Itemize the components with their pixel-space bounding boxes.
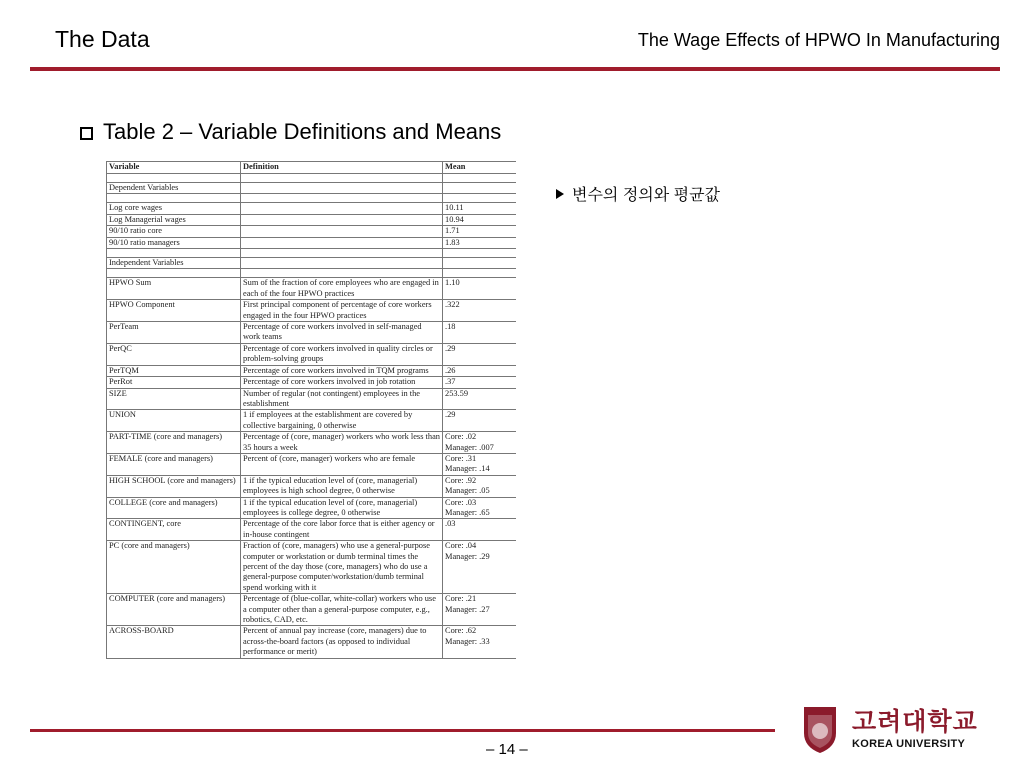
slide-heading-text: Table 2 – Variable Definitions and Means [103,119,502,144]
mean-cell: 253.59 [443,388,517,410]
table-row [107,203,517,214]
presentation-title: The Wage Effects of HPWO In Manufacturing [637,30,1000,50]
section-row-dependent [107,183,517,194]
spacer-row [107,269,517,278]
korean-note-text: 변수의 정의와 평균값 [572,187,720,204]
mean-cell: 1.71 [443,226,517,237]
mean-cell: 10.11 [443,203,517,214]
variable-cell: HPWO Component [107,300,241,322]
mean-cell: 10.94 [443,214,517,225]
table-row [107,475,517,497]
definition-cell: Percentage of (core, manager) workers who work less than 35 hours a week [241,432,443,454]
variable-cell: SIZE [107,388,241,410]
arrow-bullet-icon [556,189,564,199]
footer-divider [30,729,775,732]
variable-cell: COLLEGE (core and managers) [107,497,241,519]
definition-cell: Percentage of core workers involved in self-managed work teams [241,322,443,344]
column-header-variable: Variable [107,162,241,174]
variable-cell: HIGH SCHOOL (core and managers) [107,475,241,497]
column-header-mean: Mean [443,162,517,174]
definition-cell: First principal component of percentage of core workers engaged in the four HPWO practices [241,300,443,322]
mean-cell: .03 [443,519,517,541]
variable-cell: PART-TIME (core and managers) [107,432,241,454]
table-header-row [107,162,517,174]
definition-cell: Percent of annual pay increase (core, managers) due to across-the-board factors (as opposed to individual performance or merit) [241,626,443,658]
definition-cell: 1 if employees at the establishment are covered by collective bargaining, 0 otherwise [241,410,443,432]
mean-cell: 1.10 [443,278,517,300]
variable-cell: UNION [107,410,241,432]
section-title: The Data [55,26,150,52]
page-number: – 14 – [486,741,528,758]
definition-cell: Sum of the fraction of core employees who are engaged in each of the four HPWO practices [241,278,443,300]
mean-cell: 1.83 [443,237,517,248]
definition-cell [241,214,443,225]
table-row [107,497,517,519]
korean-note [556,182,720,205]
logo-korean-name: 고려대학교 [852,707,978,736]
table-row [107,377,517,388]
mean-cell: .26 [443,365,517,376]
mean-cell: Core: .31 Manager: .14 [443,453,517,475]
section-label: Dependent Variables [107,183,241,194]
mean-cell: .37 [443,377,517,388]
variable-definitions-table [106,161,516,659]
table-row [107,214,517,225]
table-row [107,237,517,248]
university-logo [800,703,978,755]
table-row [107,343,517,365]
logo-english-name: KOREA UNIVERSITY [852,738,966,750]
checkbox-bullet-icon [80,127,93,140]
definition-cell: Percentage of the core labor force that is either agency or in-house contingent [241,519,443,541]
variable-cell: ACROSS-BOARD [107,626,241,658]
spacer-row [107,249,517,258]
table-row [107,432,517,454]
definition-cell [241,226,443,237]
definition-cell: Percentage of core workers involved in job rotation [241,377,443,388]
spacer-row [107,194,517,203]
table-row [107,226,517,237]
definition-cell: Number of regular (not contingent) employees in the establishment [241,388,443,410]
definition-cell: Percent of (core, manager) workers who are female [241,453,443,475]
variable-cell: COMPUTER (core and managers) [107,594,241,626]
column-header-definition: Definition [241,162,443,174]
variable-cell: HPWO Sum [107,278,241,300]
mean-cell: .29 [443,410,517,432]
spacer-row [107,174,517,183]
university-seal-icon [800,703,840,755]
definition-cell [241,237,443,248]
definition-cell: Percentage of (blue-collar, white-collar) workers who use a computer other than a general-purpose computer, e.g., robotics, CAD, etc. [241,594,443,626]
variable-table-image [106,161,516,716]
variable-cell: 90/10 ratio core [107,226,241,237]
mean-cell: Core: .62 Manager: .33 [443,626,517,658]
mean-cell: .18 [443,322,517,344]
table-row [107,453,517,475]
variable-cell: FEMALE (core and managers) [107,453,241,475]
table-row [107,519,517,541]
section-label: Independent Variables [107,258,241,269]
variable-cell: PerQC [107,343,241,365]
definition-cell [241,203,443,214]
definition-cell: 1 if the typical education level of (core, managerial) employees is college degree, 0 otherwise [241,497,443,519]
variable-cell: PerRot [107,377,241,388]
mean-cell: Core: .21 Manager: .27 [443,594,517,626]
table-row [107,365,517,376]
table-row [107,626,517,658]
definition-cell: 1 if the typical education level of (core, managerial) employees is high school degree, 0 otherwise [241,475,443,497]
variable-cell: CONTINGENT, core [107,519,241,541]
header-divider [30,67,1000,71]
table-row [107,322,517,344]
variable-cell: Log Managerial wages [107,214,241,225]
variable-cell: PC (core and managers) [107,541,241,594]
mean-cell: Core: .02 Manager: .007 [443,432,517,454]
definition-cell: Percentage of core workers involved in TQM programs [241,365,443,376]
table-row [107,278,517,300]
mean-cell: Core: .92 Manager: .05 [443,475,517,497]
variable-cell: PerTeam [107,322,241,344]
slide-heading [80,119,501,145]
table-row [107,541,517,594]
mean-cell: Core: .03 Manager: .65 [443,497,517,519]
mean-cell: .322 [443,300,517,322]
variable-cell: Log core wages [107,203,241,214]
variable-cell: 90/10 ratio managers [107,237,241,248]
table-row [107,594,517,626]
table-row [107,300,517,322]
table-body [107,174,517,659]
definition-cell: Fraction of (core, managers) who use a general-purpose computer or workstation or dumb terminal times the percent of the day those (core, managers) who do use a general-purpose computer/workstation/dumb terminal spend working with it [241,541,443,594]
table-row [107,410,517,432]
definition-cell: Percentage of core workers involved in quality circles or problem-solving groups [241,343,443,365]
section-row-independent [107,258,517,269]
mean-cell: .29 [443,343,517,365]
table-row [107,388,517,410]
mean-cell: Core: .04 Manager: .29 [443,541,517,594]
variable-cell: PerTQM [107,365,241,376]
